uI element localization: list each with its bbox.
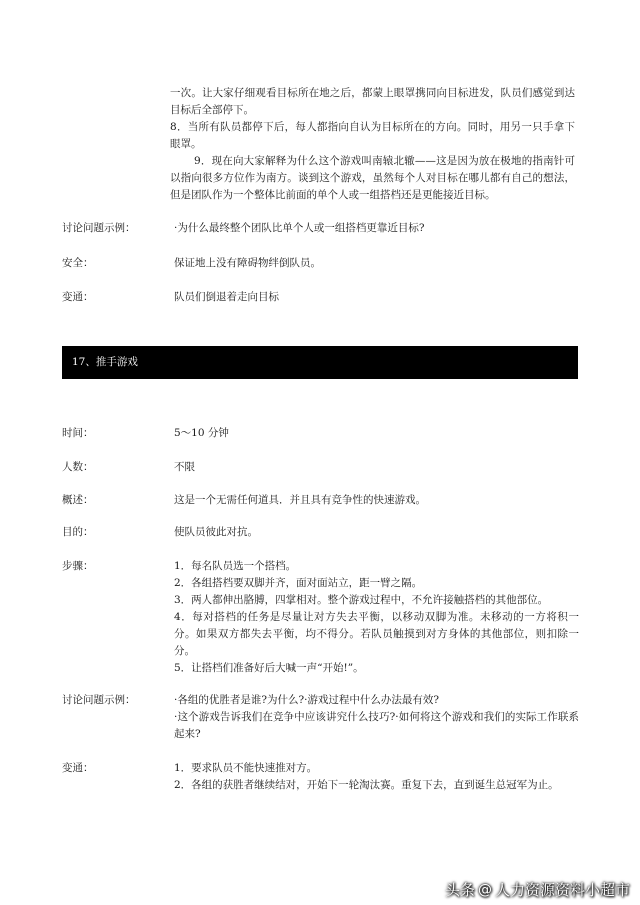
- variation-row: [62, 760, 582, 794]
- step-item: 1．每名队员选一个搭档。: [174, 560, 297, 572]
- watermark-prefix: 头条: [444, 881, 475, 899]
- watermark: [445, 882, 630, 899]
- variation-row: [62, 289, 582, 306]
- field-label: 目的：: [62, 526, 94, 538]
- field-label: 概述：: [62, 494, 94, 506]
- field-value: 这是一个无需任何道具．并且具有竞争性的快速游戏。: [174, 494, 426, 506]
- section-title-banner: [62, 346, 578, 379]
- field-label: 人数：: [62, 461, 94, 473]
- people-row: [62, 459, 582, 476]
- discussion-row: [62, 692, 582, 743]
- discussion-row: [62, 220, 582, 237]
- variation-item: 1．要求队员不能快速推对方。: [174, 762, 318, 774]
- field-value: 使队员彼此对抗。: [174, 526, 258, 538]
- safety-row: [62, 255, 582, 272]
- field-label: 讨论问题示例：: [62, 694, 136, 706]
- intro-paragraph: 8．当所有队员都停下后，每人都指向自认为目标所在的方向。同时，用另一只手拿下眼罩。: [170, 121, 575, 150]
- step-item: 4．每对搭档的任务是尽量让对方失去平衡，以移动双脚为准。未移动的一方将积一分。如果双方都失去平衡，均不得分。若队员触摸到对方身体的其他部位，则扣除一分。: [174, 611, 579, 657]
- discussion-item: ·这个游戏告诉我们在竞争中应该讲究什么技巧?·如何将这个游戏和我们的实际工作联系起来?: [174, 711, 579, 740]
- field-label: 变通：: [62, 291, 94, 303]
- goal-row: [62, 524, 582, 541]
- steps-list: [174, 558, 579, 677]
- section-title: 17、推手游戏: [72, 356, 138, 368]
- field-value: 不限: [174, 461, 195, 473]
- time-row: [62, 425, 582, 442]
- field-value: 5～10 分钟: [174, 427, 229, 439]
- step-item: 3．两人都伸出胳膊，四掌相对。整个游戏过程中，不允许接触搭档的其他部位。: [174, 594, 549, 606]
- field-label: 安全：: [62, 257, 94, 269]
- field-value: 队员们倒退着走向目标: [174, 291, 279, 303]
- intro-paragraph: 9．现在向大家解释为什么这个游戏叫南辕北辙——这是因为放在极地的指南针可以指向很多方位作为南方。谈到这个游戏，虽然每个人对目标在哪儿都有自己的想法，但是团队作为一个整体比前面的单个人或一组搭档还是更能接近目标。: [170, 155, 575, 201]
- field-value: ·为什么最终整个团队比单个人或一组搭档更靠近目标?: [174, 222, 425, 234]
- intro-paragraph: 一次。让大家仔细观看目标所在地之后，都蒙上眼罩携同向目标进发，队员们感觉到达目标后全部停下。: [170, 87, 575, 116]
- watermark-account: 人力资源资料小超市: [494, 881, 630, 899]
- field-label: 步骤：: [62, 560, 94, 572]
- field-label: 时间：: [62, 427, 94, 439]
- discussion-list: [174, 692, 579, 743]
- step-item: 5．让搭档们准备好后大喊一声“开始!”。: [174, 662, 364, 674]
- overview-row: [62, 492, 582, 509]
- step-item: 2．各组搭档要双脚并齐，面对面站立，距一臂之隔。: [174, 577, 423, 589]
- variation-list: [174, 760, 579, 794]
- variation-item: 2．各组的获胜者继续结对，开始下一轮淘汰赛。重复下去，直到诞生总冠军为止。: [174, 779, 559, 791]
- discussion-item: ·各组的优胜者是谁?为什么?·游戏过程中什么办法最有效?: [174, 694, 440, 706]
- intro-block: [170, 85, 575, 204]
- steps-row: [62, 558, 582, 677]
- field-value: 保证地上没有障碍物绊倒队员。: [174, 257, 321, 269]
- field-label: 变通：: [62, 762, 94, 774]
- at-icon: @: [477, 882, 492, 898]
- field-label: 讨论问题示例：: [62, 222, 136, 234]
